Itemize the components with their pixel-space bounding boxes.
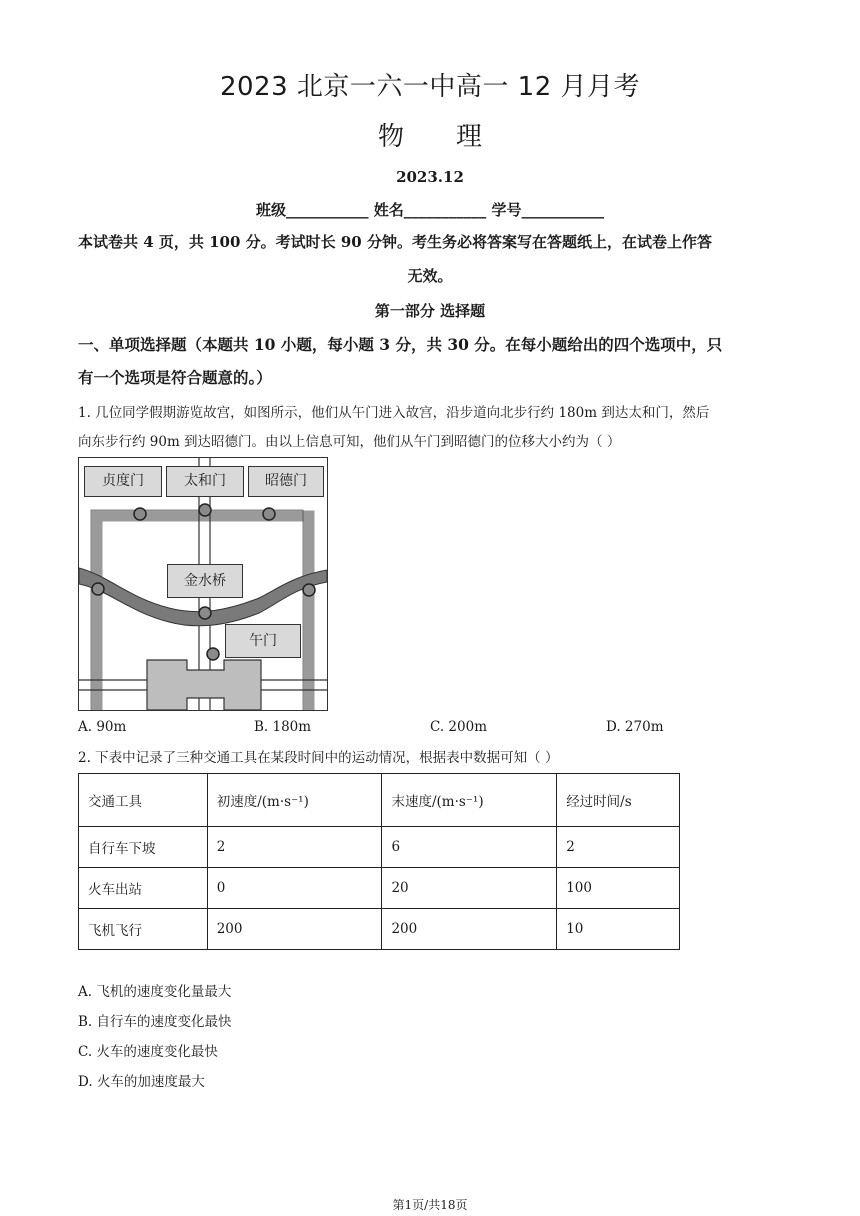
q2-stem: 2. 下表中记录了三种交通工具在某段时间中的运动情况，根据表中数据可知（ ） [78,750,559,766]
table-header-row [79,774,680,827]
q1-stem-line-2: 向东步行约 90m 到达昭德门。由以上信息可知，他们从午门到昭德门的位移大小约为（ ） [78,434,621,450]
waypoint-dot [134,508,146,520]
exam-date: 2023.12 [396,168,464,186]
part-heading: 第一部分 选择题 [374,302,486,320]
notice-line-2: 无效。 [407,267,453,285]
meridian-gate-building [147,660,261,710]
meridian-gate-label: 午门 [225,624,301,658]
exam-title: 2023 北京一六一中高一 12 月月考 [219,72,641,102]
table-cell: 火车出站 [79,868,208,909]
q2-choice-c: C. 火车的速度变化最快 [78,1044,218,1060]
table-cell: 2 [207,827,382,868]
student-info-fields: 班级___________ 姓名___________ 学号___________ [256,201,604,219]
q1-stem-line-1: 1. 几位同学假期游览故宫，如图所示，他们从午门进入故宫，沿步道向北步行约 180m 到达太和门，然后 [78,405,710,421]
page-footer: 第1页/共18页 [392,1198,468,1212]
q2-choice-a: A. 飞机的速度变化量最大 [78,984,232,1000]
table-row [79,909,680,950]
table-cell: 20 [382,868,557,909]
table-cell: 200 [382,909,557,950]
bridge-label: 金水桥 [167,564,243,598]
table-cell: 100 [557,868,680,909]
waypoint-dot [263,508,275,520]
q1-option-b: B. 180m [254,719,312,735]
gate-label-zhendu: 贞度门 [84,466,162,497]
gate-label-zhaode: 昭德门 [248,466,324,497]
table-header-cell: 末速度/(m·s⁻¹) [382,774,557,827]
table-cell: 0 [207,868,382,909]
notice-line-1: 本试卷共 4 页，共 100 分。考试时长 90 分钟。考生务必将答案写在答题纸上，在试卷上作答 [78,233,712,251]
waypoint-dot [207,648,219,660]
subject-char-2: 理 [456,122,483,152]
q1-option-d: D. 270m [606,719,664,735]
q2-choice-d: D. 火车的加速度最大 [78,1074,205,1090]
gate-label-taihe: 太和门 [166,466,244,497]
q1-option-c: C. 200m [430,719,487,735]
waypoint-dot [92,583,104,595]
table-header-cell: 交通工具 [79,774,208,827]
waypoint-dot [199,504,211,516]
table-cell: 2 [557,827,680,868]
table-cell: 6 [382,827,557,868]
table-cell: 200 [207,909,382,950]
table-cell: 10 [557,909,680,950]
waypoint-dot [199,607,211,619]
q1-option-a: A. 90m [78,719,127,735]
section-heading-line-1: 一、单项选择题（本题共 10 小题，每小题 3 分，共 30 分。在每小题给出的四个选项中，只 [78,335,723,354]
table-row [79,827,680,868]
table-cell: 飞机飞行 [79,909,208,950]
motion-data-table [78,773,680,950]
waypoint-dot [303,584,315,596]
subject-title [0,116,860,153]
table-row [79,868,680,909]
section-heading-line-2: 有一个选项是符合题意的。） [78,368,272,387]
table-header-cell: 经过时间/s [557,774,680,827]
table-header-cell: 初速度/(m·s⁻¹) [207,774,382,827]
table-cell: 自行车下坡 [79,827,208,868]
q2-choice-b: B. 自行车的速度变化最快 [78,1014,232,1030]
subject-char-1: 物 [377,122,404,152]
forbidden-city-map [78,457,328,711]
